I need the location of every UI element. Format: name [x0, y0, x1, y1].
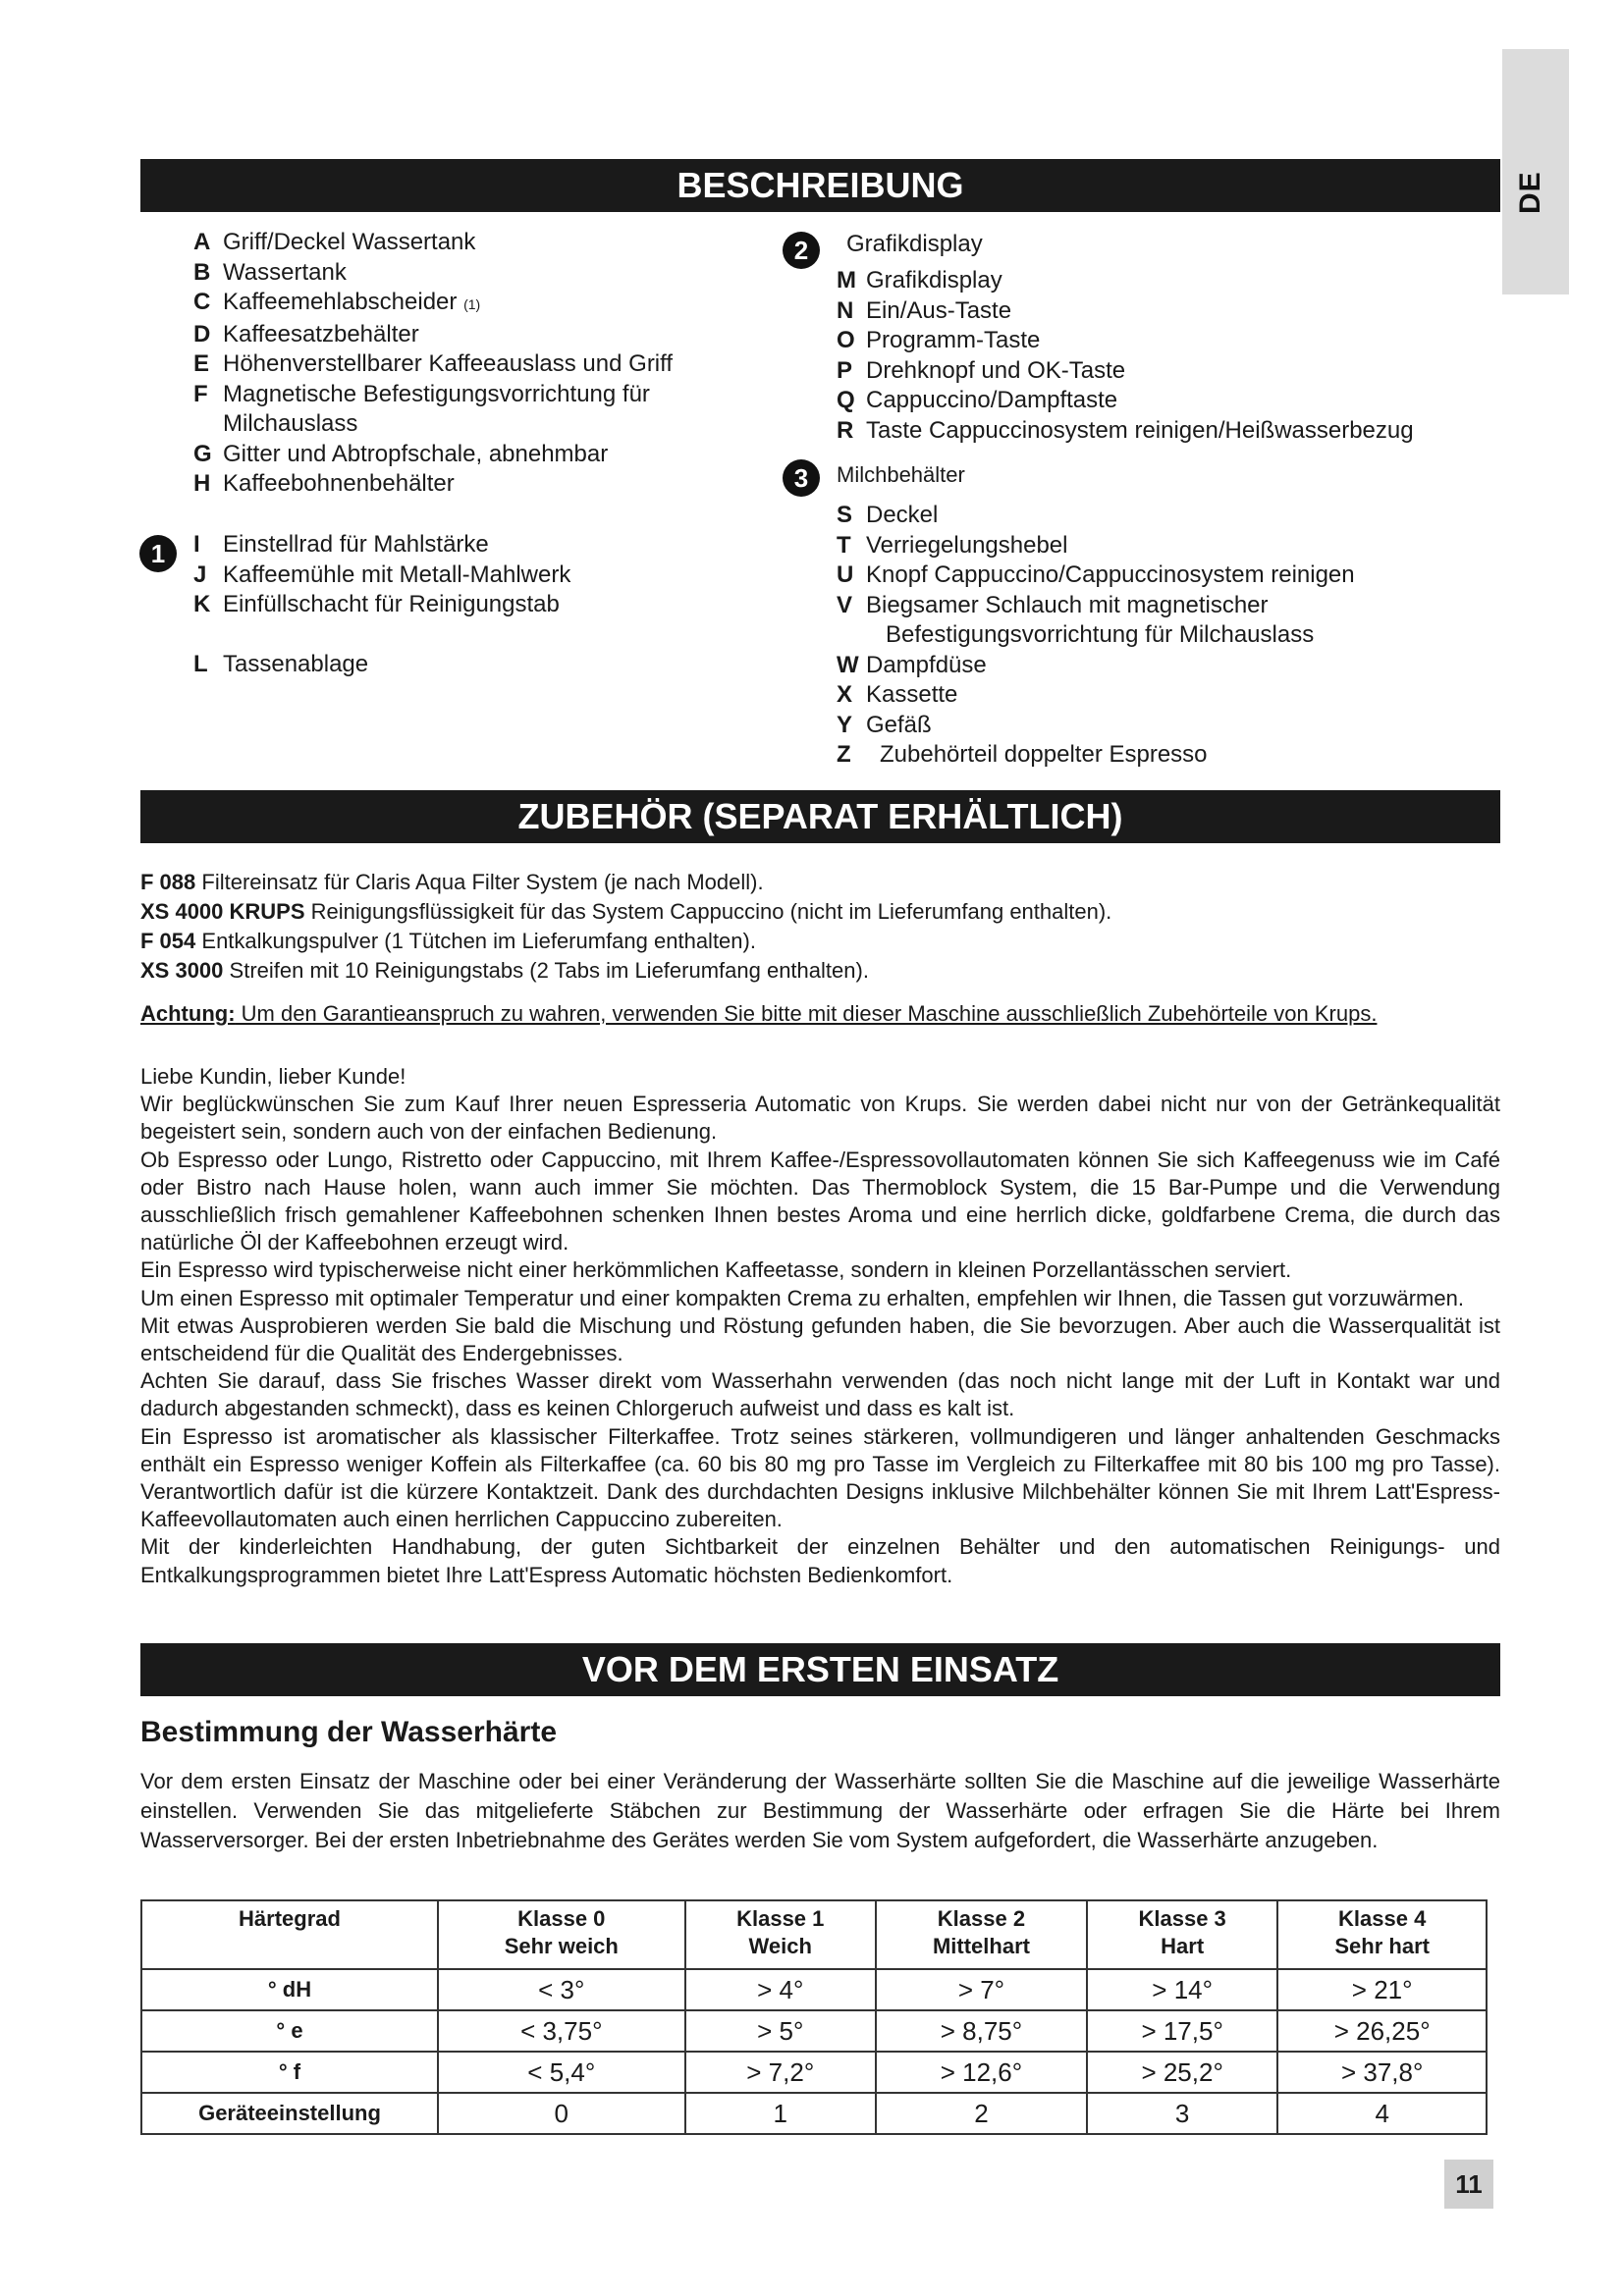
intro-body-text — [140, 1063, 1500, 1589]
list-item: H Kaffeebohnenbehälter — [193, 470, 455, 497]
list-item: Z Zubehörteil doppelter Espresso — [837, 741, 1208, 768]
section-header-zubehoer: ZUBEHÖR (SEPARAT ERHÄLTLICH) — [140, 790, 1500, 843]
table-header-cell: Klasse 4 Sehr hart — [1277, 1900, 1487, 1969]
group-number-badge: 2 — [783, 232, 820, 269]
list-item: E Höhenverstellbarer Kaffeeauslass und Griff — [193, 350, 674, 377]
list-item: C Kaffeemehlabscheider (1) — [193, 289, 481, 315]
accessories-list — [140, 868, 1500, 986]
list-item: Milchauslass — [223, 410, 358, 437]
accessory-item: F 054 Entkalkungspulver (1 Tütchen im Lieferumfang enthalten). — [140, 929, 756, 953]
list-item: O Programm-Taste — [837, 327, 1041, 353]
list-item: P Drehknopf und OK-Taste — [837, 356, 1126, 384]
list-item: U Knopf Cappuccino/Cappuccinosystem reinigen — [837, 561, 1355, 588]
table-cell: 0 — [438, 2093, 685, 2134]
subheading-wasserhaerte: Bestimmung der Wasserhärte — [140, 1716, 558, 1748]
list-item: M Grafikdisplay — [837, 267, 1002, 294]
list-item: I Einstellrad für Mahlstärke — [193, 531, 489, 558]
list-item: Y Gefäß — [837, 711, 932, 738]
table-cell: > 8,75° — [876, 2010, 1087, 2052]
table-cell: > 26,25° — [1277, 2010, 1487, 2052]
table-header-cell: Klasse 3 Hart — [1087, 1900, 1277, 1969]
group-number-badge: 1 — [139, 535, 177, 572]
paragraph: Ein Espresso ist aromatischer als klassischer Filterkaffee. Trotz seines stärkeren, vollmundigeren und länger anhaltenden Geschmacks enthält ein Espresso weniger Koffein als Filterkaffee (ca. 60 bis 80 mg pro Tasse im Vergleich zu Filterkaffee mit 80 bis 100 mg pro Tasse). Verantwortlich dafür ist die kürzere Kontaktzeit. Dank des durchdachten Designs inklusive Milchbehälter können Sie mit Ihrem Latt'Espress-Kaffeevollautomaten auch einen herrlichen Cappuccino zubereiten. — [140, 1423, 1500, 1532]
table-row — [141, 2052, 1487, 2093]
group3-label: Milchbehälter — [837, 462, 965, 487]
list-item: B Wassertank — [193, 258, 347, 286]
water-hardness-intro: Vor dem ersten Einsatz der Maschine oder bei einer Veränderung der Wasserhärte sollten Sie die Maschine auf die jeweilige Wasserhärte einstellen. Verwenden Sie das mitgelieferte Stäbchen zur Bestimmung der Wasserhärte oder erfragen Sie die Härte bei Ihrem Wasserversorger. Bei der ersten Inbetriebnahme des Gerätes werden Sie vom System aufgefordert, die Wasserhärte anzugeben. — [140, 1769, 1500, 1852]
list-item: J Kaffeemühle mit Metall-Mahlwerk — [193, 561, 571, 588]
paragraph: Wir beglückwünschen Sie zum Kauf Ihrer neuen Espresseria Automatic von Krups. Sie werden dabei nicht nur von der Getränkequalität begeistert sein, sondern auch von der einfachen Bedienung. — [140, 1092, 1500, 1145]
table-cell: > 7° — [876, 1969, 1087, 2010]
note-label: Achtung: — [140, 1001, 236, 1026]
list-item: L Tassenablage — [193, 651, 369, 677]
list-item: X Kassette — [837, 681, 958, 708]
water-hardness-table — [140, 1899, 1488, 2135]
table-header-cell: Klasse 0 Sehr weich — [438, 1900, 685, 1969]
warranty-note — [140, 1001, 1500, 1027]
table-cell: < 3,75° — [438, 2010, 685, 2052]
table-cell: 3 — [1087, 2093, 1277, 2134]
accessory-item: XS 4000 KRUPS Reinigungsflüssigkeit für das System Cappuccino (nicht im Lieferumfang enthalten). — [140, 899, 1112, 924]
paragraph: Liebe Kundin, lieber Kunde! — [140, 1064, 406, 1089]
table-header-cell: Klasse 2 Mittelhart — [876, 1900, 1087, 1969]
list-item: Q Cappuccino/Dampftaste — [837, 387, 1118, 413]
table-row — [141, 2010, 1487, 2052]
list-item: D Kaffeesatzbehälter — [193, 320, 419, 347]
table-cell: > 25,2° — [1087, 2052, 1277, 2093]
paragraph: Mit etwas Ausprobieren werden Sie bald die Mischung und Röstung gefunden haben, die Sie bevorzugen. Aber auch die Wasserqualität ist entscheidend für die Qualität des Endergebnisses. — [140, 1312, 1500, 1366]
list-item: T Verriegelungshebel — [837, 531, 1068, 559]
row-header-cell: ° e — [141, 2010, 438, 2052]
list-item: F Magnetische Befestigungsvorrichtung für — [193, 380, 650, 407]
accessory-item: XS 3000 Streifen mit 10 Reinigungstabs (2 Tabs im Lieferumfang enthalten). — [140, 958, 869, 983]
group-number-badge: 3 — [783, 459, 820, 497]
page-number: 11 — [1444, 2160, 1493, 2209]
parts-list-item-L — [193, 650, 368, 680]
table-header-cell: Härtegrad — [141, 1900, 438, 1969]
list-item: G Gitter und Abtropfschale, abnehmbar — [193, 440, 609, 467]
table-cell: > 4° — [685, 1969, 876, 2010]
note-text: Um den Garantieanspruch zu wahren, verwenden Sie bitte mit dieser Maschine ausschließlich Zubehörteile von Krups. — [235, 1001, 1378, 1026]
parts-list-group1 — [193, 530, 570, 620]
section-header-beschreibung: BESCHREIBUNG — [140, 159, 1500, 212]
list-item: N Ein/Aus-Taste — [837, 296, 1012, 324]
list-item: S Deckel — [837, 502, 939, 528]
section-header-vor-dem-ersten-einsatz: VOR DEM ERSTEN EINSATZ — [140, 1643, 1500, 1696]
list-item: R Taste Cappuccinosystem reinigen/Heißwasserbezug — [837, 416, 1414, 444]
table-header-row — [141, 1900, 1487, 1969]
table-cell: 2 — [876, 2093, 1087, 2134]
table-row — [141, 2093, 1487, 2134]
group2-label: Grafikdisplay — [846, 231, 983, 257]
parts-list-group2 — [837, 266, 1414, 446]
row-header-cell: ° dH — [141, 1969, 438, 2010]
row-header-cell: Geräteeinstellung — [141, 2093, 438, 2134]
language-tab-label: DE — [1514, 171, 1546, 214]
table-cell: > 7,2° — [685, 2052, 876, 2093]
table-cell: > 12,6° — [876, 2052, 1087, 2093]
list-item: V Biegsamer Schlauch mit magnetischer — [837, 591, 1269, 618]
list-item: A Griff/Deckel Wassertank — [193, 229, 476, 255]
table-cell: > 14° — [1087, 1969, 1277, 2010]
table-cell: > 37,8° — [1277, 2052, 1487, 2093]
language-tab — [1502, 49, 1569, 294]
row-header-cell: ° f — [141, 2052, 438, 2093]
table-cell: 1 — [685, 2093, 876, 2134]
list-item: W Dampfdüse — [837, 651, 987, 678]
table-cell: > 21° — [1277, 1969, 1487, 2010]
table-cell: < 5,4° — [438, 2052, 685, 2093]
paragraph: Achten Sie darauf, dass Sie frisches Wasser direkt vom Wasserhahn verwenden (das noch nicht lange mit der Luft in Kontakt war und dadurch abgestanden schmeckt), dass es keinen Chlorgeruch aufweist und dass es kalt ist. — [140, 1368, 1500, 1421]
list-item: K Einfüllschacht für Reinigungstab — [193, 591, 560, 617]
table-cell: > 17,5° — [1087, 2010, 1277, 2052]
accessory-item: F 088 Filtereinsatz für Claris Aqua Filter System (je nach Modell). — [140, 870, 764, 894]
table-cell: < 3° — [438, 1969, 685, 2010]
table-row — [141, 1969, 1487, 2010]
table-header-cell: Klasse 1 Weich — [685, 1900, 876, 1969]
parts-list-left — [193, 228, 673, 500]
list-item: Befestigungsvorrichtung für Milchauslass — [886, 621, 1315, 648]
paragraph: Ob Espresso oder Lungo, Ristretto oder Cappuccino, mit Ihrem Kaffee-/Espressovollautomaten können Sie sich Kaffeegenuss wie im Café oder Bistro nach Hause holen, wann auch immer Sie möchten. Das Thermoblock System, die 15 Bar-Pumpe und die Verwendung ausschließlich frisch gemahlener Kaffeebohnen schenken Ihnen bestes Aroma und eine herrlich dicke, goldfarbene Crema, die durch das natürliche Öl der Kaffeebohnen erzeugt wird. — [140, 1147, 1500, 1255]
paragraph: Ein Espresso wird typischerweise nicht einer herkömmlichen Kaffeetasse, sondern in kleinen Porzellantässchen serviert. — [140, 1257, 1292, 1283]
paragraph: Mit der kinderleichten Handhabung, der guten Sichtbarkeit der einzelnen Behälter und den automatischen Reinigungs- und Entkalkungsprogrammen bietet Ihre Latt'Espress Automatic höchsten Bedienkomfort. — [140, 1534, 1500, 1587]
table-cell: 4 — [1277, 2093, 1487, 2134]
paragraph: Um einen Espresso mit optimaler Temperatur und einer kompakten Crema zu erhalten, empfehlen wir Ihnen, die Tassen gut vorzuwärmen. — [140, 1285, 1464, 1310]
table-cell: > 5° — [685, 2010, 876, 2052]
parts-list-group3 — [837, 501, 1355, 771]
